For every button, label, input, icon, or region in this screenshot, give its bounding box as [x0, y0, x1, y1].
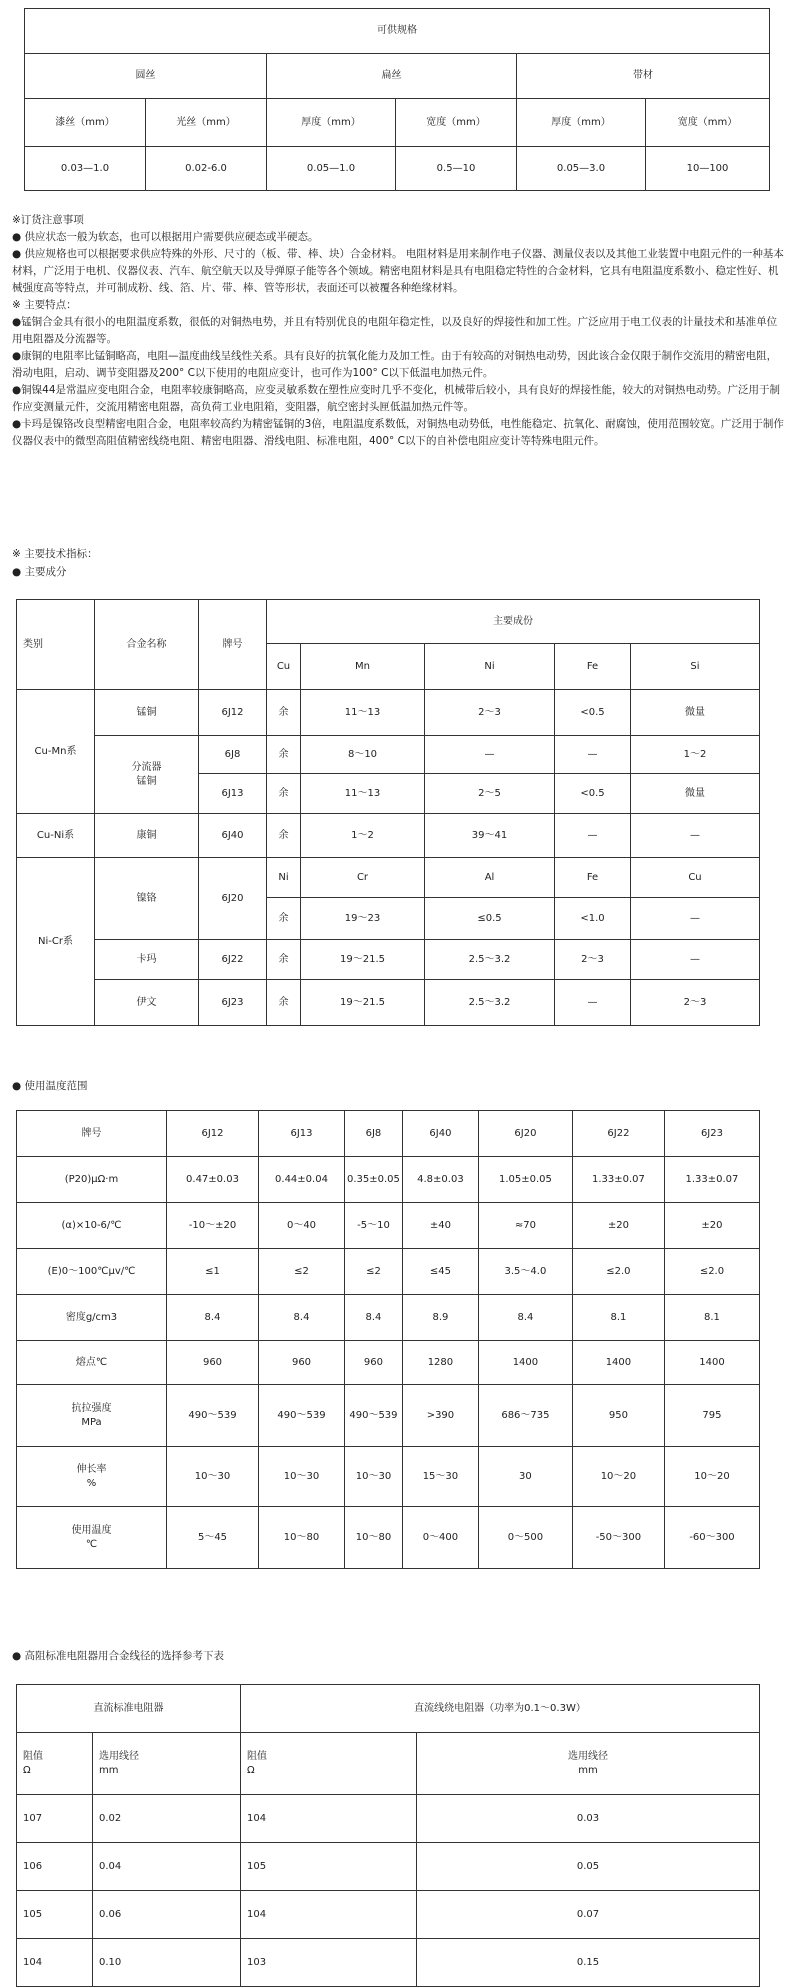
dc-standard-header: 直流标准电阻器 [17, 1685, 241, 1733]
cell: Al [425, 858, 555, 898]
note-line: ● 供应规格也可以根据要求供应特殊的外形、尺寸的（板、带、棒、块）合金材料。 电阻材料是用来制作电子仪器、测量仪表以及其他工业装置中电阻元件的一种基本材料，广泛用于电机、仪器仪表、汽车、航空航天以及导弹原子能等各个领域。精密电阻材料是具有电阻稳定特性的合金材料，它具有电阻温度系数小、稳定性好、机械强度高等特点，并可制成粉、线、箔、片、带、棒、管等形状，表面还可以被覆各种绝缘材料。 [12, 248, 784, 294]
cell: 2～3 [425, 690, 555, 736]
spec-value: 10—100 [646, 147, 770, 191]
temp-header-row [17, 1111, 760, 1157]
cell: 5～45 [167, 1507, 259, 1569]
cell: 0.05 [417, 1843, 760, 1891]
cell: <1.0 [555, 898, 631, 940]
table-row [17, 1939, 760, 1987]
dc-wound-header: 直流线绕电阻器（功率为0.1～0.3W） [241, 1685, 760, 1733]
cell: 8.4 [167, 1295, 259, 1341]
temp-header: 牌号 [17, 1111, 167, 1157]
cell: 0～400 [402, 1507, 478, 1569]
grade: 6J22 [199, 940, 267, 980]
note-line: ※ 主要特点： [12, 299, 77, 311]
cell: 10～80 [259, 1507, 345, 1569]
row-label: 使用温度 ℃ [17, 1507, 167, 1569]
notes-block [12, 212, 784, 450]
cell: 8.1 [572, 1295, 664, 1341]
cell: 4.8±0.03 [402, 1157, 478, 1203]
cell: ≈70 [478, 1203, 572, 1249]
cell: 960 [259, 1341, 345, 1385]
table-row [17, 1157, 760, 1203]
element-header: Fe [555, 644, 631, 690]
row-label: 熔点℃ [17, 1341, 167, 1385]
cell: 0.06 [93, 1891, 241, 1939]
cell: 2～3 [631, 980, 760, 1026]
cell: 2～5 [425, 774, 555, 814]
element-header: Mn [301, 644, 425, 690]
row-label: (α)×10-6/℃ [17, 1203, 167, 1249]
cell: ≤2 [259, 1249, 345, 1295]
class-cu-mn: Cu-Mn系 [17, 690, 95, 814]
cell: -50～300 [572, 1507, 664, 1569]
table-row [17, 1795, 760, 1843]
temp-header: 6J40 [402, 1111, 478, 1157]
table-row [17, 1385, 760, 1447]
cell: 2.5～3.2 [425, 940, 555, 980]
cell: ≤2.0 [664, 1249, 759, 1295]
row-label: (E)0～100℃μv/℃ [17, 1249, 167, 1295]
cell: — [631, 940, 760, 980]
spec-col-header: 漆丝（mm） [25, 99, 146, 147]
temp-header: 6J13 [259, 1111, 345, 1157]
spec-value: 0.5—10 [396, 147, 517, 191]
cell: 1～2 [631, 736, 760, 774]
cell: 3.5～4.0 [478, 1249, 572, 1295]
temp-header: 6J22 [572, 1111, 664, 1157]
spec-group-strip: 带材 [517, 54, 770, 99]
header-main-composition: 主要成份 [267, 600, 760, 644]
cell: 107 [17, 1795, 93, 1843]
row-label: 抗拉强度 MPa [17, 1385, 167, 1447]
cell: Cu [631, 858, 760, 898]
element-header: Ni [425, 644, 555, 690]
cell: 2～3 [555, 940, 631, 980]
cell: ≤45 [402, 1249, 478, 1295]
table-row [17, 1891, 760, 1939]
cell: ≤2.0 [572, 1249, 664, 1295]
table-row [17, 1507, 760, 1569]
cell: 微量 [631, 690, 760, 736]
resistance-header: 阻值 Ω [17, 1733, 93, 1795]
cell: — [425, 736, 555, 774]
table-row [17, 1843, 760, 1891]
grade: 6J12 [199, 690, 267, 736]
cell: 8.4 [259, 1295, 345, 1341]
spec-col-header: 厚度（mm） [517, 99, 646, 147]
order-notes-heading: ※订货注意事项 [12, 214, 84, 226]
cell: 余 [267, 774, 301, 814]
element-header: Cu [267, 644, 301, 690]
spec-col-header: 光丝（mm） [146, 99, 267, 147]
cell: <0.5 [555, 690, 631, 736]
cell: 686～735 [478, 1385, 572, 1447]
cell: 795 [664, 1385, 759, 1447]
spec-value: 0.03—1.0 [25, 147, 146, 191]
cell: -60～300 [664, 1507, 759, 1569]
cell: 106 [17, 1843, 93, 1891]
cell: 1400 [664, 1341, 759, 1385]
class-ni-cr: Ni-Cr系 [17, 858, 95, 1026]
cell: 15～30 [402, 1447, 478, 1507]
cell: 490～539 [167, 1385, 259, 1447]
grade: 6J13 [199, 774, 267, 814]
cell: 1.05±0.05 [478, 1157, 572, 1203]
spec-col-header: 厚度（mm） [267, 99, 396, 147]
cell: 0.04 [93, 1843, 241, 1891]
cell: 490～539 [259, 1385, 345, 1447]
grade: 6J40 [199, 814, 267, 858]
temp-table [16, 1110, 760, 1569]
note-line: ●卡玛是镍铬改良型精密电阻合金，电阻率较高约为精密锰铜的3倍，电阻温度系数低，对铜热电动势低，电性能稳定、抗氧化、耐腐蚀，使用范围较宽。广泛用于制作仪器仪表中的微型高阻值精密线绕电阻、精密电阻器、滑线电阻、标准电阻，400° C以下的自补偿电阻应变计等特殊电阻元件。 [12, 418, 784, 447]
spec-value: 0.02-6.0 [146, 147, 267, 191]
cell: ±20 [664, 1203, 759, 1249]
temp-heading: ● 使用温度范围 [12, 1080, 88, 1092]
table-row [17, 1203, 760, 1249]
cell: 0.15 [417, 1939, 760, 1987]
cell: 10～80 [345, 1507, 403, 1569]
temp-header: 6J23 [664, 1111, 759, 1157]
cell: — [555, 814, 631, 858]
cell: 余 [267, 940, 301, 980]
cell: 11～13 [301, 774, 425, 814]
cell: 19～23 [301, 898, 425, 940]
table-row [17, 1341, 760, 1385]
spec-table [24, 8, 770, 191]
resistance-header: 阻值 Ω [241, 1733, 417, 1795]
spec-group-round: 圆丝 [25, 54, 267, 99]
cell: 490～539 [345, 1385, 403, 1447]
cell: 0.03 [417, 1795, 760, 1843]
grade: 6J20 [199, 858, 267, 940]
cell: 1～2 [301, 814, 425, 858]
cell: 0.47±0.03 [167, 1157, 259, 1203]
alloy-name: 康铜 [95, 814, 199, 858]
cell: 余 [267, 898, 301, 940]
spec-value: 0.05—1.0 [267, 147, 396, 191]
cell: 8.4 [345, 1295, 403, 1341]
alloy-name: 锰铜 [95, 690, 199, 736]
cell: 1.33±0.07 [664, 1157, 759, 1203]
cell: — [631, 898, 760, 940]
cell: >390 [402, 1385, 478, 1447]
cell: 10～30 [259, 1447, 345, 1507]
grade: 6J23 [199, 980, 267, 1026]
cell: 10～20 [664, 1447, 759, 1507]
cell: 960 [345, 1341, 403, 1385]
temp-header: 6J20 [478, 1111, 572, 1157]
cell: 104 [241, 1891, 417, 1939]
cell: ≤2 [345, 1249, 403, 1295]
spec-value: 0.05—3.0 [517, 147, 646, 191]
cell: 10～30 [167, 1447, 259, 1507]
cell: 104 [17, 1939, 93, 1987]
table-row [17, 1295, 760, 1341]
cell: Fe [555, 858, 631, 898]
cell: 0～500 [478, 1507, 572, 1569]
cell: 39～41 [425, 814, 555, 858]
cell: 8.9 [402, 1295, 478, 1341]
alloy-name: 分流器 锰铜 [95, 736, 199, 814]
cell: Cr [301, 858, 425, 898]
cell: — [631, 814, 760, 858]
composition-heading: ● 主要成分 [12, 566, 67, 578]
temp-header: 6J8 [345, 1111, 403, 1157]
cell: 8～10 [301, 736, 425, 774]
alloy-name: 伊文 [95, 980, 199, 1026]
cell: 11～13 [301, 690, 425, 736]
grade: 6J8 [199, 736, 267, 774]
cell: 余 [267, 690, 301, 736]
cell: 19～21.5 [301, 940, 425, 980]
header-alloy-name: 合金名称 [95, 600, 199, 690]
alloy-name: 卡玛 [95, 940, 199, 980]
diameter-header: 选用线径 mm [417, 1733, 760, 1795]
note-line: ●铜镍44是常温应变电阻合金，电阻率较康铜略高，应变灵敏系数在塑性应变时几乎不变化，机械带后较小，具有良好的焊接性能，较大的对铜热电动势。广泛用于制作应变测量元件，交流用精密电阻器，高负荷工业电阻箱，变阻器，航空密封头匣低温加热元件等。 [12, 384, 781, 413]
cell: 1280 [402, 1341, 478, 1385]
cell: 0.10 [93, 1939, 241, 1987]
cell: 19～21.5 [301, 980, 425, 1026]
note-line: ●锰铜合金具有很小的电阻温度系数，很低的对铜热电势，并且有特别优良的电阻年稳定性，以及良好的焊接性和加工性。广泛应用于电工仪表的计量技术和基准单位用电阻器及分流器等。 [12, 316, 778, 345]
temp-header: 6J12 [167, 1111, 259, 1157]
alloy-name: 镍铬 [95, 858, 199, 940]
cell: ≤0.5 [425, 898, 555, 940]
cell: 1400 [478, 1341, 572, 1385]
tech-heading: ※ 主要技术指标： [12, 548, 98, 560]
cell: Ni [267, 858, 301, 898]
cell: ≤1 [167, 1249, 259, 1295]
cell: 960 [167, 1341, 259, 1385]
cell: 余 [267, 736, 301, 774]
spec-table-title: 可供规格 [25, 9, 770, 54]
cell: 105 [17, 1891, 93, 1939]
cell: 10～20 [572, 1447, 664, 1507]
cell: <0.5 [555, 774, 631, 814]
cell: 余 [267, 814, 301, 858]
cell: 微量 [631, 774, 760, 814]
cell: 30 [478, 1447, 572, 1507]
composition-table [16, 599, 760, 1026]
cell: 103 [241, 1939, 417, 1987]
cell: ±20 [572, 1203, 664, 1249]
cell: 0.02 [93, 1795, 241, 1843]
spec-group-flat: 扁丝 [267, 54, 517, 99]
table-row [17, 1447, 760, 1507]
table-row [17, 1249, 760, 1295]
spec-col-header: 宽度（mm） [396, 99, 517, 147]
header-grade: 牌号 [199, 600, 267, 690]
resistor-table [16, 1684, 760, 1987]
cell: 10～30 [345, 1447, 403, 1507]
cell: 0.44±0.04 [259, 1157, 345, 1203]
cell: ±40 [402, 1203, 478, 1249]
class-cu-ni: Cu-Ni系 [17, 814, 95, 858]
diameter-header: 选用线径 mm [93, 1733, 241, 1795]
cell: 104 [241, 1795, 417, 1843]
cell: 1400 [572, 1341, 664, 1385]
note-line: ●康铜的电阻率比锰铜略高，电阻—温度曲线呈线性关系。具有良好的抗氧化能力及加工性。由于有较高的对铜热电动势，因此该合金仅限于制作交流用的精密电阻，滑动电阻，启动、调节变阻器及200° C以下使用的电阻应变计，也可作为100° C以下低温电加热元件。 [12, 350, 778, 379]
cell: 8.4 [478, 1295, 572, 1341]
header-class: 类别 [17, 600, 95, 690]
cell: 0.07 [417, 1891, 760, 1939]
cell: 0.35±0.05 [345, 1157, 403, 1203]
cell: — [555, 980, 631, 1026]
cell: 105 [241, 1843, 417, 1891]
note-line: ● 供应状态一般为软态，也可以根据用户需要供应硬态或半硬态。 [12, 231, 319, 243]
element-header: Si [631, 644, 760, 690]
spec-col-header: 宽度（mm） [646, 99, 770, 147]
cell: 1.33±0.07 [572, 1157, 664, 1203]
cell: 8.1 [664, 1295, 759, 1341]
cell: -10～±20 [167, 1203, 259, 1249]
cell: 2.5～3.2 [425, 980, 555, 1026]
cell: 950 [572, 1385, 664, 1447]
cell: — [555, 736, 631, 774]
cell: 0～40 [259, 1203, 345, 1249]
row-label: 密度g/cm3 [17, 1295, 167, 1341]
cell: -5～10 [345, 1203, 403, 1249]
row-label: (P20)μΩ·m [17, 1157, 167, 1203]
row-label: 伸长率 % [17, 1447, 167, 1507]
cell: 余 [267, 980, 301, 1026]
resistor-heading: ● 高阻标准电阻器用合金线径的选择参考下表 [12, 1650, 224, 1662]
